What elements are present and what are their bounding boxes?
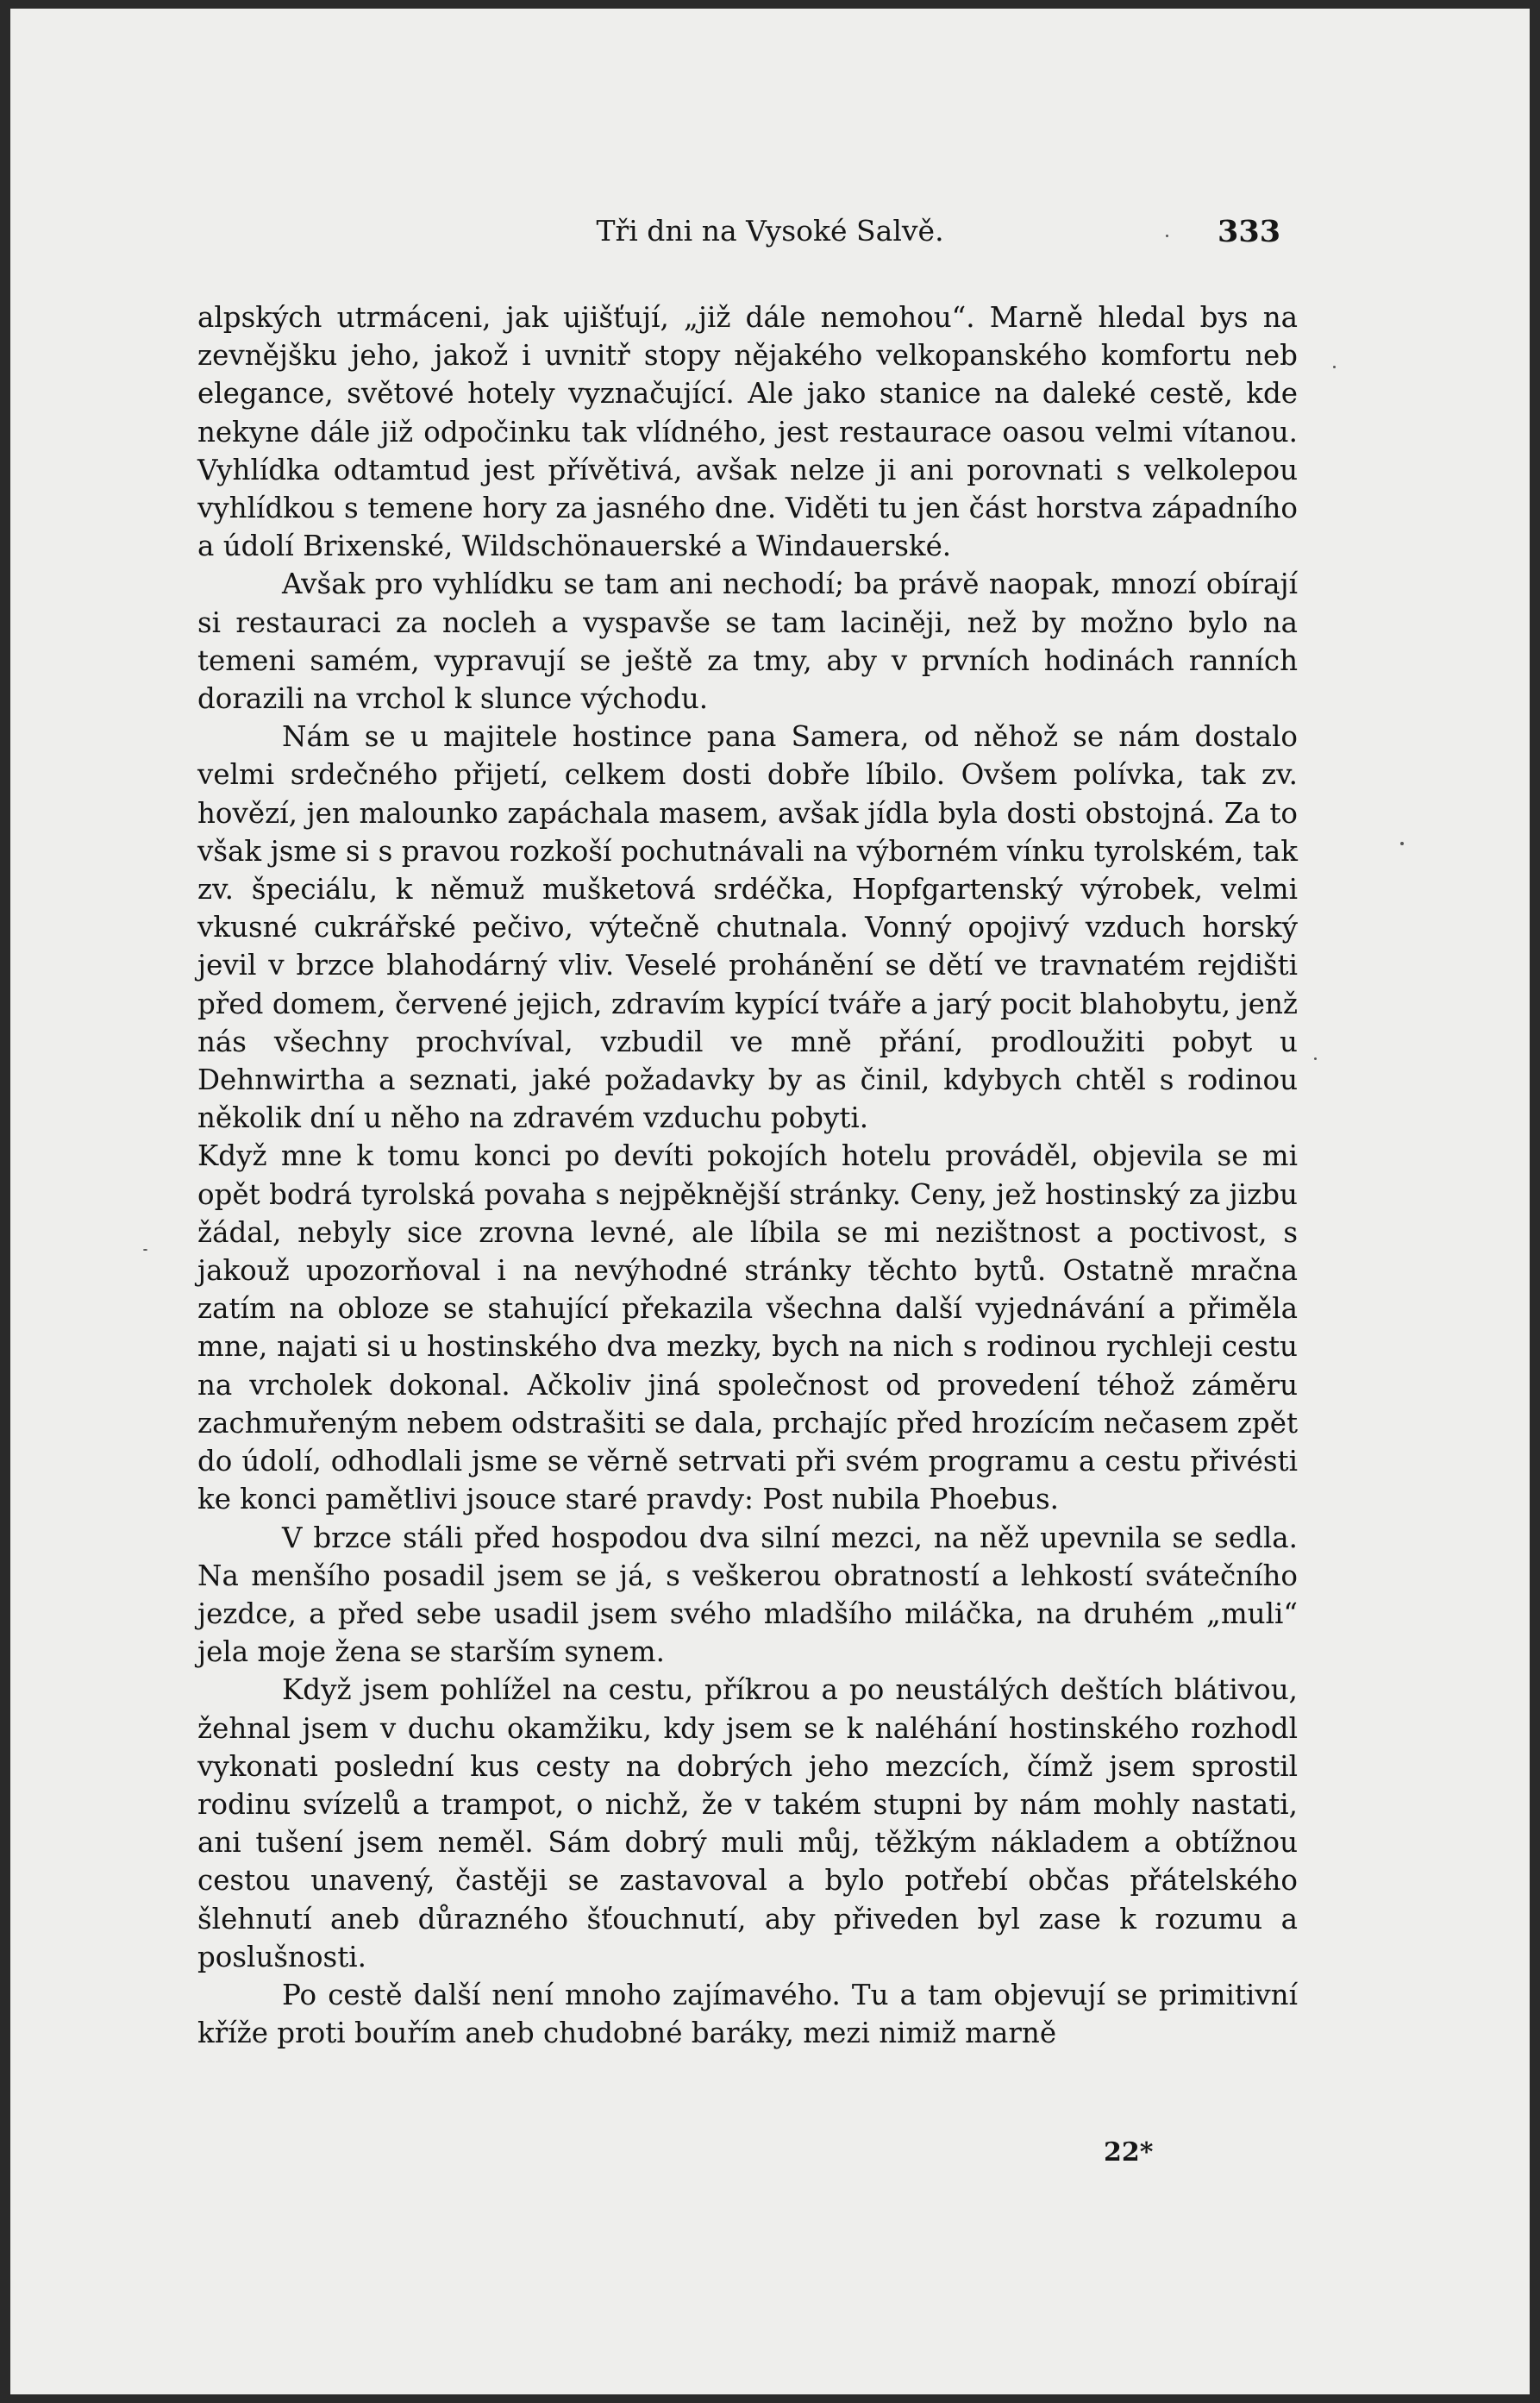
signature-mark: 22* (1104, 2137, 1154, 2168)
page-header (10, 214, 1530, 266)
paragraph: alpských utrmáceni, jak ujišťují, „již dále nemohou“. Marně hledal bys na zevnějšku jeho, jakož i uvnitř stopy nějakého velkopanského komfortu neb elegance, světové hotely vyznačující. Ale jako stanice na daleké cestě, kde nekyne dále již odpočinku tak vlídného, jest restaurace oasou velmi vítanou. Vyhlídka odtamtud jest přívětivá, avšak nelze ji ani porovnati s velkolepou vyhlídkou s temene hory za jasného dne. Viděti tu jen část horstva západního a údolí Brixenské, Wildschönauerské a Windauerské. (197, 301, 1298, 563)
paper-speck (1314, 1057, 1317, 1060)
paragraph: Po cestě další není mnoho zajímavého. Tu a tam objevují se primitivní kříže proti bouřím aneb chudobné baráky, mezi nimiž marně (197, 1978, 1298, 2050)
paragraph: Když jsem pohlížel na cestu, příkrou a po neustálých deštích blátivou, žehnal jsem v duchu okamžiku, kdy jsem se k naléhání hostinského rozhodl vykonati poslední kus cesty na dobrých jeho mezcích, čímž jsem sprostil rodinu svízelů a trampot, o nichž, že v takém stupni by nám mohly nastati, ani tušení jsem neměl. Sám dobrý muli můj, těžkým nákladem a obtížnou cestou unavený, častěji se zastavoval a bylo potřebí občas přátelského šlehnutí aneb důrazného šťouchnutí, aby přiveden byl zase k rozumu a poslušnosti. (197, 1673, 1298, 1973)
running-title: Tři dni na Vysoké Salvě. (596, 214, 944, 248)
page-number: 333 (1218, 214, 1281, 249)
paragraph: Avšak pro vyhlídku se tam ani nechodí; ba právě naopak, mnozí obírají si restauraci za nocleh a vyspavše se tam laciněji, než by možno bylo na temeni samém, vypravují se ještě za tmy, aby v prvních hodinách ranních dorazili na vrchol k slunce východu. (197, 568, 1298, 716)
paper-speck (1333, 366, 1336, 368)
body-text (197, 298, 1298, 2052)
paragraph: Když mne k tomu konci po devíti pokojích hotelu prováděl, objevila se mi opět bodrá tyrolská povaha s nejpěknější stránky. Ceny, jež hostinský za jizbu žádal, nebyly sice zrovna levné, ale líbila se mi nezištnost a poctivost, s jakouž upozorňoval i na nevýhodné stránky těchto bytů. Ostatně mračna zatím na obloze se stahující překazila všechna další vyjednávání a přiměla mne, najati si u hostinského dva mezky, bych na nich s rodinou rychleji cestu na vrcholek dokonal. Ačkoliv jiná společnost od provedení téhož záměru zachmuřeným nebem odstrašiti se dala, prchajíc před hrozícím nečasem zpět do údolí, odhodlali jsme se věrně setrvati při svém programu a cestu přivésti ke konci pamětlivi jsouce staré pravdy: Post nubila Phoebus. (197, 1139, 1298, 1516)
paper-speck (1400, 842, 1404, 845)
paragraph: V brzce stáli před hospodou dva silní mezci, na něž upevnila se sedla. Na menšího posadil jsem se já, s veškerou obratností a lehkostí svátečního jezdce, a před sebe usadil jsem svého mladšího miláčka, na druhém „muli“ jela moje žena se starším synem. (197, 1521, 1298, 1669)
book-page (10, 9, 1530, 2394)
paper-speck (143, 1249, 147, 1251)
paragraph: Nám se u majitele hostince pana Samera, od něhož se nám dostalo velmi srdečného přijetí, celkem dosti dobře líbilo. Ovšem polívka, tak zv. hovězí, jen malounko zapáchala masem, avšak jídla byla dosti obstojná. Za to však jsme si s pravou rozkoší pochutnávali na výborném vínku tyrolském, tak zv. špeciálu, k němuž mušketová srdéčka, Hopfgartenský výrobek, velmi vkusné cukrářské pečivo, výtečně chutnala. Vonný opojivý vzduch horský jevil v brzce blahodárný vliv. Veselé prohánění se dětí ve travnatém rejdišti před domem, červené jejich, zdravím kypící tváře a jarý pocit blahobytu, jenž nás všechny prochvíval, vzbudil ve mně přání, prodloužiti pobyt u Dehnwirtha a seznati, jaké požadavky by as činil, kdybych chtěl s rodinou několik dní u něho na zdravém vzduchu pobyti. (197, 720, 1298, 1135)
paper-speck (1166, 235, 1168, 237)
